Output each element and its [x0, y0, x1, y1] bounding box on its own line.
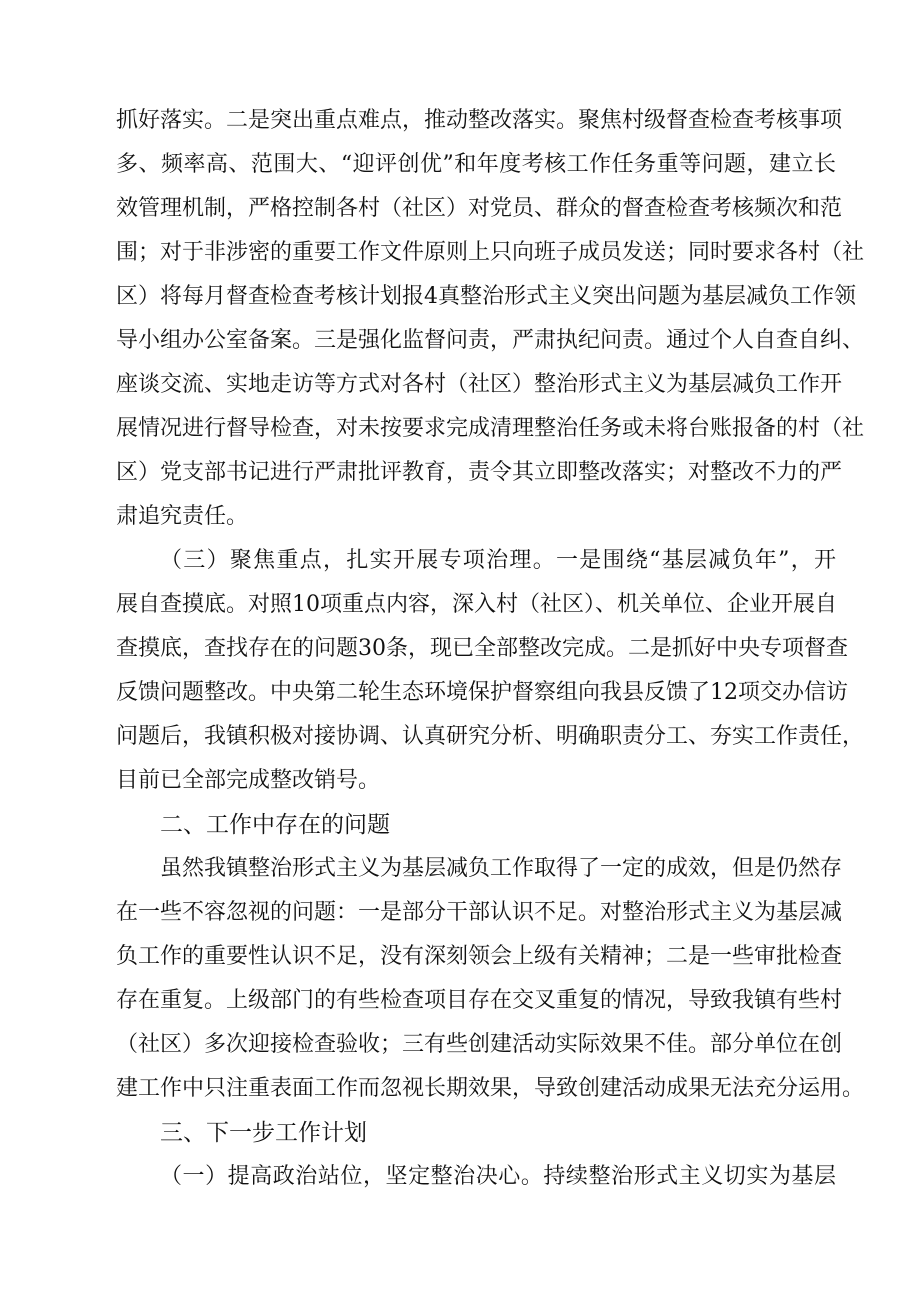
text-line: 问题后，我镇积极对接协调、认真研究分析、明确职责分工、夯实工作责任， — [116, 724, 865, 749]
text-line: 查摸底，查找存在的问题30条，现已全部整改完成。二是抓好中央专项督查 — [116, 636, 848, 661]
text-line: 在一些不容忽视的问题：一是部分干部认识不足。对整治形式主义为基层减 — [116, 900, 843, 925]
text-line: 导小组办公室备案。三是强化监督问责，严肃执纪问责。通过个人自查自纠、 — [116, 328, 865, 353]
text-line: 建工作中只注重表面工作而忽视长期效果，导致创建活动成果无法充分运用。 — [116, 1076, 865, 1101]
text-line: 反馈问题整改。中央第二轮生态环境保护督察组向我县反馈了12项交办信访 — [116, 680, 848, 705]
text-line: 区）将每月督查检查考核计划报4真整治形式主义突出问题为基层减负工作领 — [116, 284, 856, 309]
text-line: 区）党支部书记进行严肃批评教育，责令其立即整改落实；对整改不力的严 — [116, 460, 843, 485]
text-line: （一）提高政治站位，坚定整治决心。持续整治形式主义切实为基层 — [160, 1164, 836, 1189]
text-line: 肃追究责任。 — [116, 504, 249, 529]
text-line: 座谈交流、实地走访等方式对各村（社区）整治形式主义为基层减负工作开 — [116, 372, 843, 397]
text-line: 围；对于非涉密的重要工作文件原则上只向班子成员发送；同时要求各村（社 — [116, 240, 865, 265]
text-line: 虽然我镇整治形式主义为基层减负工作取得了一定的成效，但是仍然存 — [160, 856, 843, 881]
text-line: 多、频率高、范围大、“迎评创优”和年度考核工作任务重等问题，建立长 — [116, 152, 836, 177]
text-line: 目前已全部完成整改销号。 — [116, 768, 381, 793]
section-heading-next-plan: 三、下一步工作计划 — [160, 1120, 367, 1146]
section-heading-problems: 二、工作中存在的问题 — [160, 812, 390, 838]
text-line: 展自查摸底。对照10项重点内容，深入村（社区）、机关单位、企业开展自 — [116, 592, 837, 617]
text-line: 效管理机制，严格控制各村（社区）对党员、群众的督查检查考核频次和范 — [116, 196, 843, 221]
text-line: 存在重复。上级部门的有些检查项目存在交叉重复的情况，导致我镇有些村 — [116, 988, 843, 1013]
text-line: （社区）多次迎接检查验收；三有些创建活动实际效果不佳。部分单位在创 — [116, 1032, 843, 1057]
text-line: 负工作的重要性认识不足，没有深刻领会上级有关精神；二是一些审批检查 — [116, 944, 843, 969]
text-line: 展情况进行督导检查，对未按要求完成清理整治任务或未将台账报备的村（社 — [116, 416, 865, 441]
text-line: （三）聚焦重点，扎实开展专项治理。一是围绕“基层减负年”，开 — [160, 548, 836, 573]
text-line: 抓好落实。二是突出重点难点，推动整改落实。聚焦村级督查检查考核事项 — [116, 108, 843, 133]
